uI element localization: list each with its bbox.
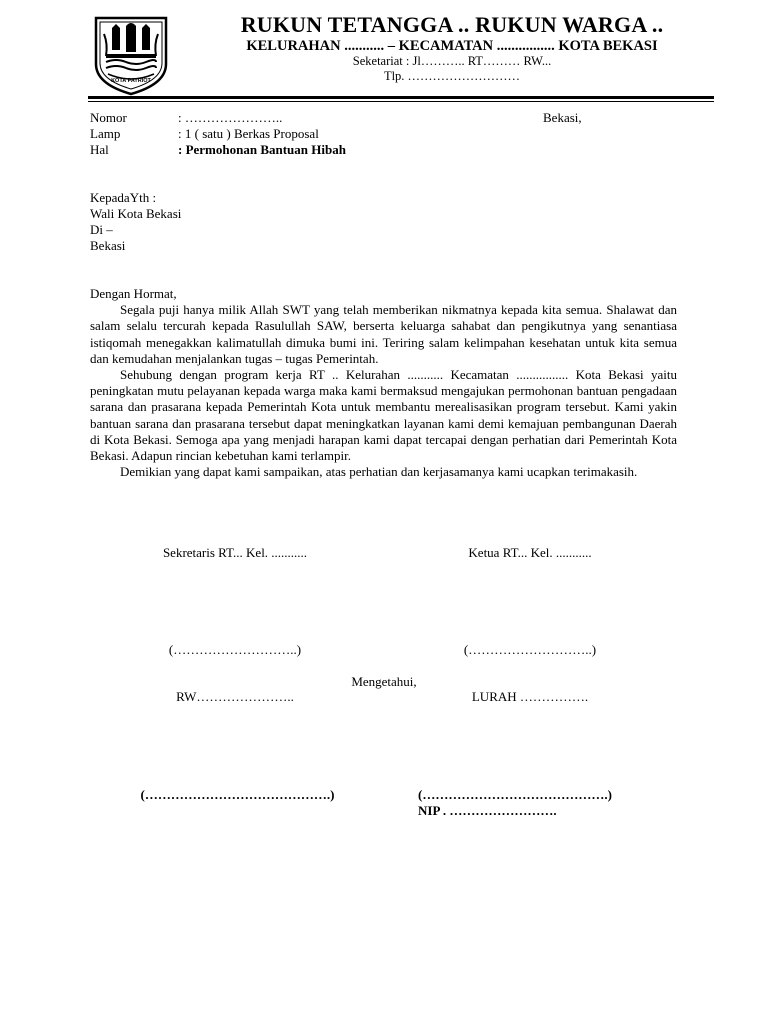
city-emblem-logo — [90, 14, 172, 96]
letter-body — [90, 286, 677, 480]
letterhead-phone: Tlp. ……………………… — [383, 69, 521, 83]
logo-text: KOTA PATRIOT — [111, 78, 151, 84]
sekretaris-signature-blank: (………………………..) — [168, 642, 302, 657]
salutation: Dengan Hormat, — [90, 286, 177, 301]
paragraph-1: Segala puji hanya milik Allah SWT yang telah memberikan nikmatnya kepada kita semua. Shalawat dan salam selalu tercurah kepada Rasulullah SAW, berserta keluarga sahabat dan pengikutnya yang senantiasa istiqomah menegakkan kalimatullah dimuka bumi ini. Teriring salam kelimpahan kesehatan untuk kita semua dan kemudahan menjalankan tugas – tugas Pemerintah. — [90, 302, 677, 366]
rw-signature-blank: (…………………………………….) — [140, 787, 335, 802]
recipient-line-2: Wali Kota Bekasi — [90, 206, 182, 221]
letterhead-address: Seketariat : Jl……….. RT……… RW... — [352, 54, 552, 68]
paragraph-3: Demikian yang dapat kami sampaikan, atas perhatian dan kerjasamanya kami ucapkan terimakasih. — [120, 464, 638, 480]
mengetahui-label: Mengetahui, — [351, 674, 417, 689]
letterhead-subtitle: KELURAHAN ........... – KECAMATAN ................ KOTA BEKASI — [246, 38, 658, 54]
rw-title: RW………………….. — [176, 689, 294, 704]
ketua-title: Ketua RT... Kel. ........... — [468, 545, 592, 560]
nomor-label: Nomor — [90, 110, 127, 125]
hal-value: : Permohonan Bantuan Hibah — [178, 142, 346, 157]
lamp-value: : 1 ( satu ) Berkas Proposal — [178, 126, 319, 141]
sekretaris-title: Sekretaris RT... Kel. ........... — [162, 545, 308, 560]
lurah-title: LURAH ……………. — [471, 689, 589, 704]
recipient-line-1: KepadaYth : — [90, 190, 157, 205]
nip-line: NIP . ……………………. — [418, 803, 557, 818]
lurah-signature-blank: (…………………………………….) — [418, 787, 612, 802]
header-rule-thick — [88, 96, 714, 99]
recipient-line-4: Bekasi — [90, 238, 126, 253]
ketua-signature-blank: (………………………..) — [463, 642, 597, 657]
letterhead-title: RUKUN TETANGGA .. RUKUN WARGA .. — [240, 12, 664, 37]
nomor-value: : ………………….. — [178, 110, 283, 125]
header-rule-thin — [88, 101, 714, 102]
paragraph-2: Sehubung dengan program kerja RT .. Kelurahan ........... Kecamatan ................ Kota Bekasi yaitu peningkatan mutu pelayanan kepada warga maka kami bermaksud mengajukan permohonan bantuan pengadaan sarana dan prasarana kepada Pemerintah Kota untuk membantu merealisasikan program tersebut. Kami yakin bantuan sarana dan prasarana tersebut dapat meningkatkan layanan kami demi kemajuan pembangunan Daerah di Kota Bekasi. Semoga apa yang menjadi harapan kami dapat tercapai dengan perhatian dari Pemerintah Kota Bekasi. Adapun rincian kebetuhan kami terlampir. — [90, 367, 677, 464]
recipient-line-3: Di – — [90, 222, 113, 237]
hal-label: Hal — [90, 142, 109, 157]
place-date: Bekasi, — [543, 110, 582, 125]
lamp-label: Lamp — [90, 126, 121, 141]
